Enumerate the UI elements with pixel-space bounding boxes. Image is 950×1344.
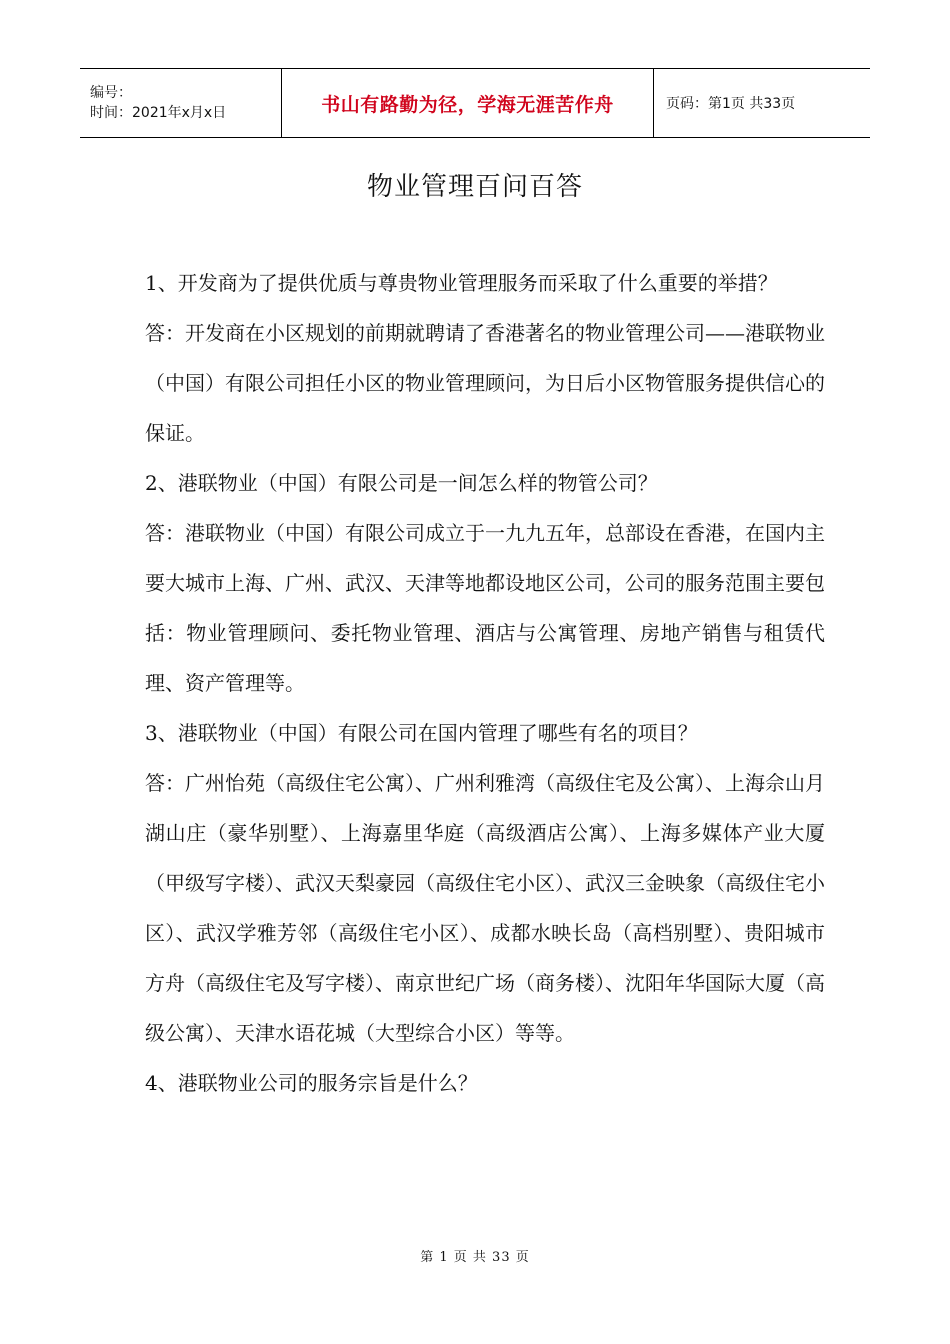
answer-3: 答：广州怡苑（高级住宅公寓）、广州利雅湾（高级住宅及公寓）、上海佘山月湖山庄（豪华别墅）、上海嘉里华庭（高级酒店公寓）、上海多媒体产业大厦（甲级写字楼）、武汉天梨豪园（高级住宅小区）、武汉三金映象（高级住宅小区）、武汉学雅芳邻（高级住宅小区）、成都水映长岛（高档别墅）、贵阳城市方舟（高级住宅及写字楼）、南京世纪广场（商务楼）、沈阳年华国际大厦（高级公寓）、天津水语花城（大型综合小区）等等。: [145, 771, 825, 1045]
motto-text: 书山有路勤为径，学海无涯苦作舟: [321, 93, 614, 116]
page-info: 页码：第1页 共33页: [666, 96, 796, 112]
header-meta-cell: [80, 69, 282, 137]
question-4: 4、港联物业公司的服务宗旨是什么？: [145, 1071, 478, 1095]
question-2: 2、港联物业（中国）有限公司是一间怎么样的物管公司？: [145, 471, 658, 495]
document-header: [80, 68, 870, 138]
answer-2: 答：港联物业（中国）有限公司成立于一九九五年，总部设在香港，在国内主要大城市上海、广州、武汉、天津等地都设地区公司，公司的服务范围主要包括：物业管理顾问、委托物业管理、酒店与公寓管理、房地产销售与租赁代理、资产管理等。: [145, 521, 825, 695]
document-title: 物业管理百问百答: [366, 172, 583, 202]
document-body: [145, 258, 825, 1108]
page-footer: 第 1 页 共 33 页: [420, 1250, 530, 1265]
document-number-label: 编号：: [90, 85, 132, 101]
header-motto-cell: [282, 69, 654, 137]
question-1: 1、开发商为了提供优质与尊贵物业管理服务而采取了什么重要的举措？: [145, 271, 778, 295]
answer-1: 答：开发商在小区规划的前期就聘请了香港著名的物业管理公司——港联物业（中国）有限公司担任小区的物业管理顾问，为日后小区物管服务提供信心的保证。: [145, 321, 825, 445]
header-page-cell: [654, 69, 870, 137]
question-3: 3、港联物业（中国）有限公司在国内管理了哪些有名的项目？: [145, 721, 698, 745]
document-time-label: 时间：2021年x月x日: [90, 105, 227, 121]
